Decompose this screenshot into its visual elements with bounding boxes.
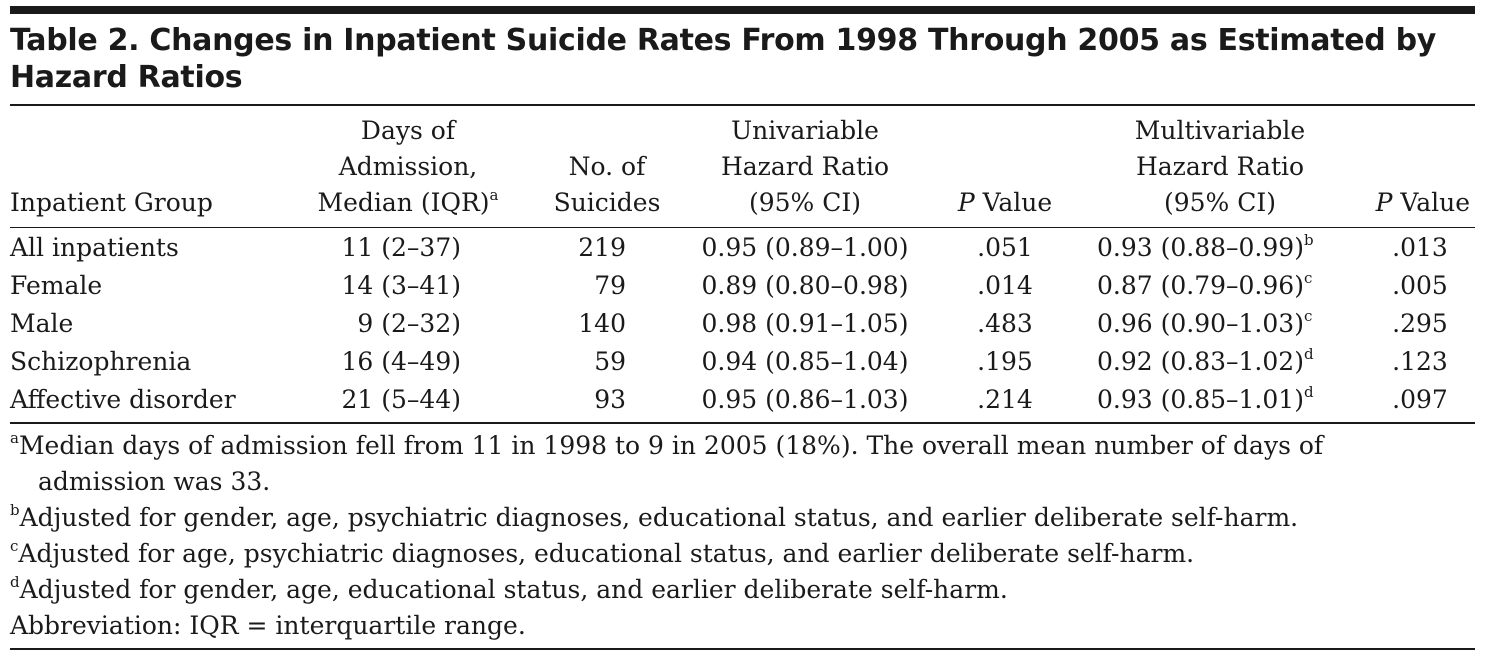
header-univariable-line3: (95% CI) [748, 188, 862, 217]
row-all-inpatients-multivariable: 0.93 $(0.88-0.99)^b$ [1097, 230, 1314, 262]
row-male-days: 9 (2–32) [357, 309, 461, 338]
row-schizophrenia-univariable: 0.94 (0.85–1.04) [701, 347, 909, 376]
header-top-rule [10, 104, 1475, 106]
footnotes [10, 428, 1470, 644]
row-female-suicides: 79 [594, 271, 626, 300]
header-univariable-line2: Hazard Ratio [720, 152, 890, 181]
row-female-days: 14 (3–41) [341, 271, 461, 300]
row-all-inpatients-group: All inpatients [10, 233, 179, 262]
row-all-inpatients-suicides: 219 [578, 233, 626, 262]
top-rule [10, 6, 1475, 14]
row-all-inpatients-univariable: 0.95 (0.89–1.00) [701, 233, 909, 262]
header-multivariable-line2: Hazard Ratio [1135, 152, 1305, 181]
row-male-p-multivariable: .295 [1392, 309, 1448, 338]
header-days-line3: Median (IQR)$^a$ [317, 185, 499, 217]
row-schizophrenia-multivariable: 0.92 $(0.83-1.02)^d$ [1097, 344, 1314, 376]
table-sheet [10, 0, 1475, 654]
row-affective-disorder-group: Affective disorder [10, 385, 236, 414]
bottom-rule [10, 648, 1475, 650]
row-female-p-multivariable: .005 [1392, 271, 1448, 300]
row-female-group: Female [10, 271, 103, 300]
footnote-d: $^d$Adjusted for gender, age, educational status, and earlier deliberate self-harm. [10, 572, 1008, 604]
header-bottom-rule [10, 227, 1475, 228]
row-male-univariable: 0.98 (0.91–1.05) [701, 309, 909, 338]
row-female-multivariable: 0.87 $(0.79-0.96)^c$ [1097, 268, 1313, 300]
header-p-value-multivariable: P Value [1375, 188, 1470, 217]
footnote-c: $^c$Adjusted for age, psychiatric diagnoses, educational status, and earlier deliberate self-harm. [10, 536, 1195, 568]
body-bottom-rule [10, 422, 1475, 424]
header-suicides-line1: No. of [568, 152, 646, 181]
row-affective-disorder-suicides: 93 [594, 385, 626, 414]
row-male-multivariable: 0.96 $(0.90-1.03)^c$ [1097, 306, 1313, 338]
row-male-suicides: 140 [578, 309, 626, 338]
row-male-group: Male [10, 309, 74, 338]
header-p-value-univariable: P Value [957, 188, 1053, 217]
footnote-abbreviation: Abbreviation: IQR = interquartile range. [10, 611, 526, 640]
row-all-inpatients-days: 11 (2–37) [341, 233, 461, 262]
row-all-inpatients-p-univariable: .051 [977, 233, 1033, 262]
row-affective-disorder-p-univariable: .214 [977, 385, 1033, 414]
row-affective-disorder-p-multivariable: .097 [1392, 385, 1448, 414]
header-suicides-line2: Suicides [553, 188, 661, 217]
row-female-p-univariable: .014 [977, 271, 1033, 300]
row-affective-disorder-days: 21 (5–44) [341, 385, 461, 414]
row-female-univariable: 0.89 (0.80–0.98) [701, 271, 909, 300]
row-affective-disorder-multivariable: 0.93 $(0.85-1.01)^d$ [1097, 382, 1314, 414]
header-multivariable-line3: (95% CI) [1163, 188, 1277, 217]
row-schizophrenia-group: Schizophrenia [10, 347, 192, 376]
row-schizophrenia-suicides: 59 [594, 347, 626, 376]
row-schizophrenia-days: 16 (4–49) [341, 347, 461, 376]
row-all-inpatients-p-multivariable: .013 [1392, 233, 1448, 262]
footnote-b: $^b$Adjusted for gender, age, psychiatric diagnoses, educational status, and earlier deliberate self-harm. [10, 500, 1299, 532]
header-days-line1: Days of [360, 116, 456, 145]
table-title: Table 2. Changes in Inpatient Suicide Rates From 1998 Through 2005 as Estimated by Hazard Ratios [10, 23, 1437, 95]
header-univariable-line1: Univariable [731, 116, 879, 145]
row-affective-disorder-univariable: 0.95 (0.86–1.03) [701, 385, 909, 414]
row-schizophrenia-p-multivariable: .123 [1392, 347, 1448, 376]
row-schizophrenia-p-univariable: .195 [977, 347, 1033, 376]
footnote-a: $^a$Median days of admission fell from 11 in 1998 to 9 in 2005 (18%). The overall mean number of days of admission was 33. [10, 428, 1324, 496]
row-male-p-univariable: .483 [977, 309, 1033, 338]
header-multivariable-line1: Multivariable [1134, 116, 1306, 145]
header-inpatient-group: Inpatient Group [10, 188, 213, 217]
header-days-line2: Admission, [338, 152, 478, 181]
